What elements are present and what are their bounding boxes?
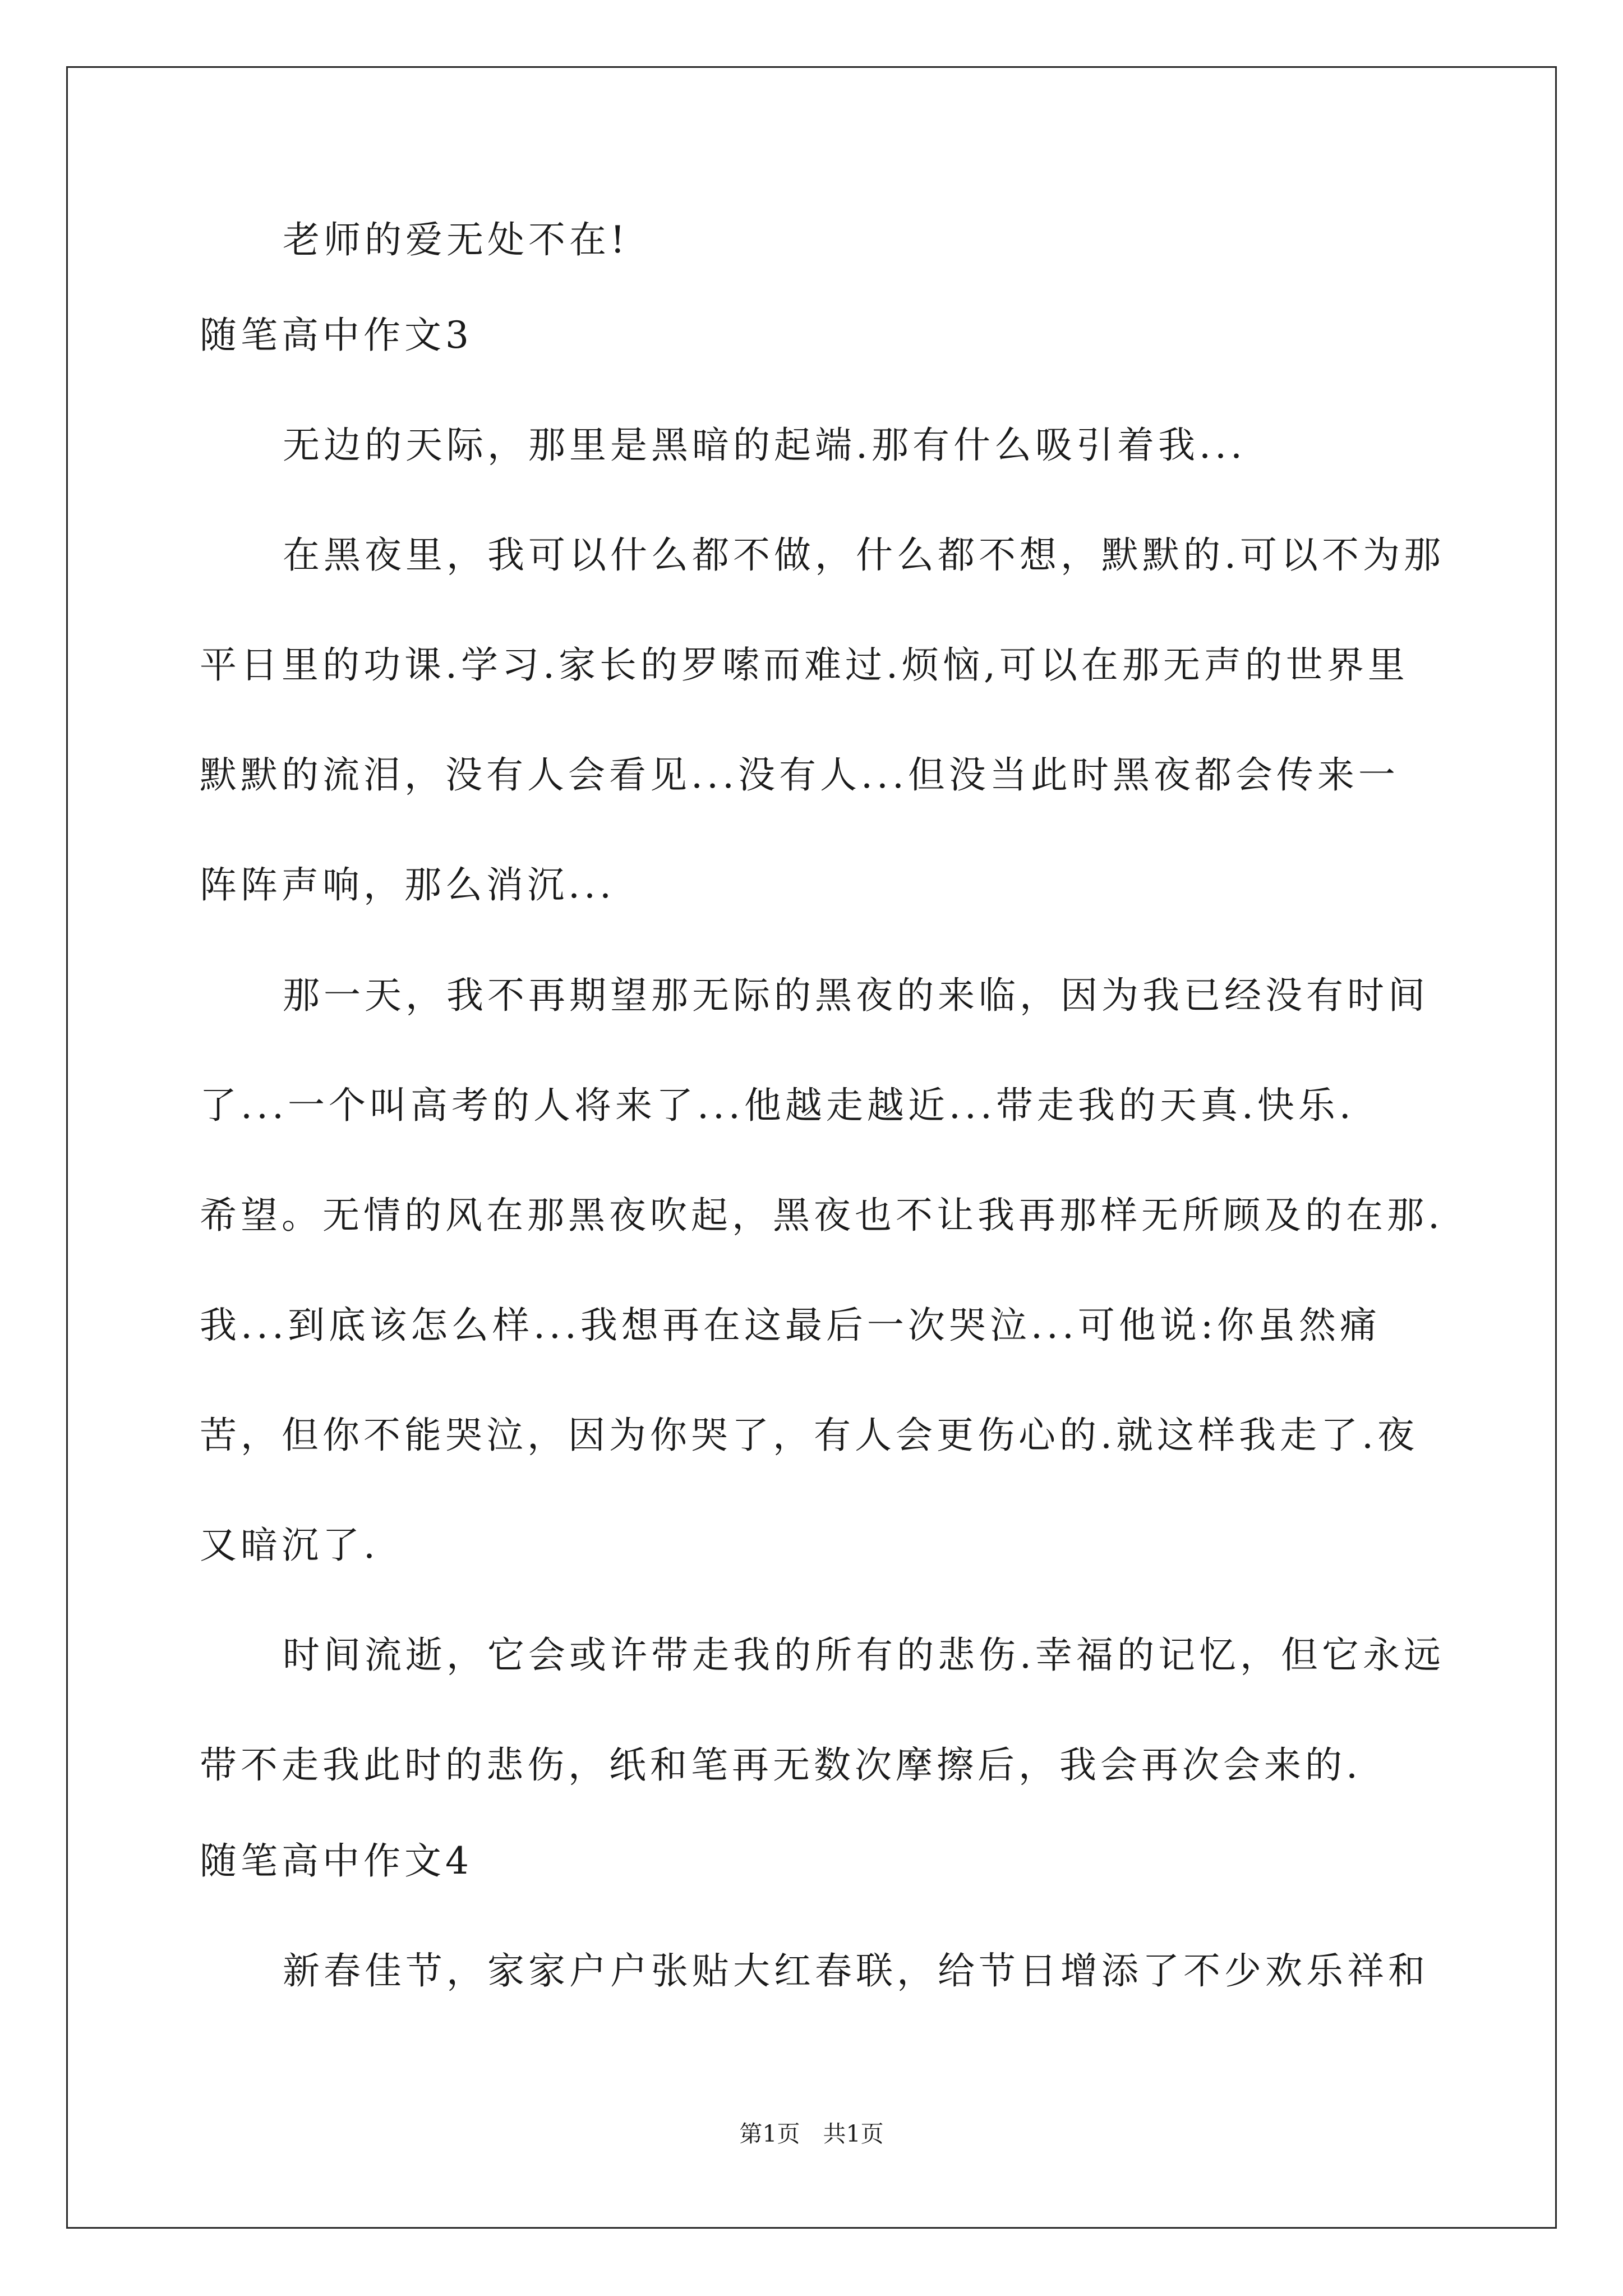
paragraph-line: 了...一个叫高考的人将来了...他越走越近...带走我的天真.快乐. xyxy=(200,1084,1355,1127)
paragraph-line: 阵阵声响，那么消沉... xyxy=(200,863,615,907)
paragraph-line: 在黑夜里，我可以什么都不做，什么都不想，默默的.可以不为那 xyxy=(283,533,1445,577)
page-border xyxy=(66,66,1557,2229)
section-heading: 随笔高中作文4 xyxy=(200,1839,473,1883)
paragraph-line: 默默的流泪，没有人会看见...没有人...但没当此时黑夜都会传来一 xyxy=(200,753,1399,797)
page-footer xyxy=(0,2120,1623,2147)
paragraph-line: 带不走我此时的悲伤，纸和笔再无数次摩擦后，我会再次会来的. xyxy=(200,1743,1362,1787)
section-heading: 随笔高中作文3 xyxy=(200,314,473,357)
paragraph-line: 老师的爱无处不在! xyxy=(283,218,629,261)
paragraph-line: 又暗沉了. xyxy=(200,1524,379,1567)
paragraph-line: 那一天，我不再期望那无际的黑夜的来临，因为我已经没有时间 xyxy=(283,974,1429,1017)
paragraph-line: 苦，但你不能哭泣，因为你哭了，有人会更伤心的.就这样我走了.夜 xyxy=(200,1414,1418,1457)
page-number-total: 共1页 xyxy=(823,2120,884,2147)
paragraph-line: 无边的天际，那里是黑暗的起端.那有什么吸引着我... xyxy=(283,424,1246,467)
paragraph-line: 新春佳节，家家户户张贴大红春联，给节日增添了不少欢乐祥和 xyxy=(283,1949,1429,1993)
paragraph-line: 时间流逝，它会或许带走我的所有的悲伤.幸福的记忆，但它永远 xyxy=(283,1634,1445,1677)
page-number-current: 第1页 xyxy=(739,2120,800,2147)
paragraph-line: 我...到底该怎么样...我想再在这最后一次哭泣...可他说:你虽然痛 xyxy=(200,1304,1381,1347)
paragraph-line: 平日里的功课.学习.家长的罗嗦而难过.烦恼,可以在那无声的世界里 xyxy=(200,643,1409,687)
paragraph-line: 希望。无情的风在那黑夜吹起，黑夜也不让我再那样无所顾及的在那. xyxy=(200,1194,1444,1237)
